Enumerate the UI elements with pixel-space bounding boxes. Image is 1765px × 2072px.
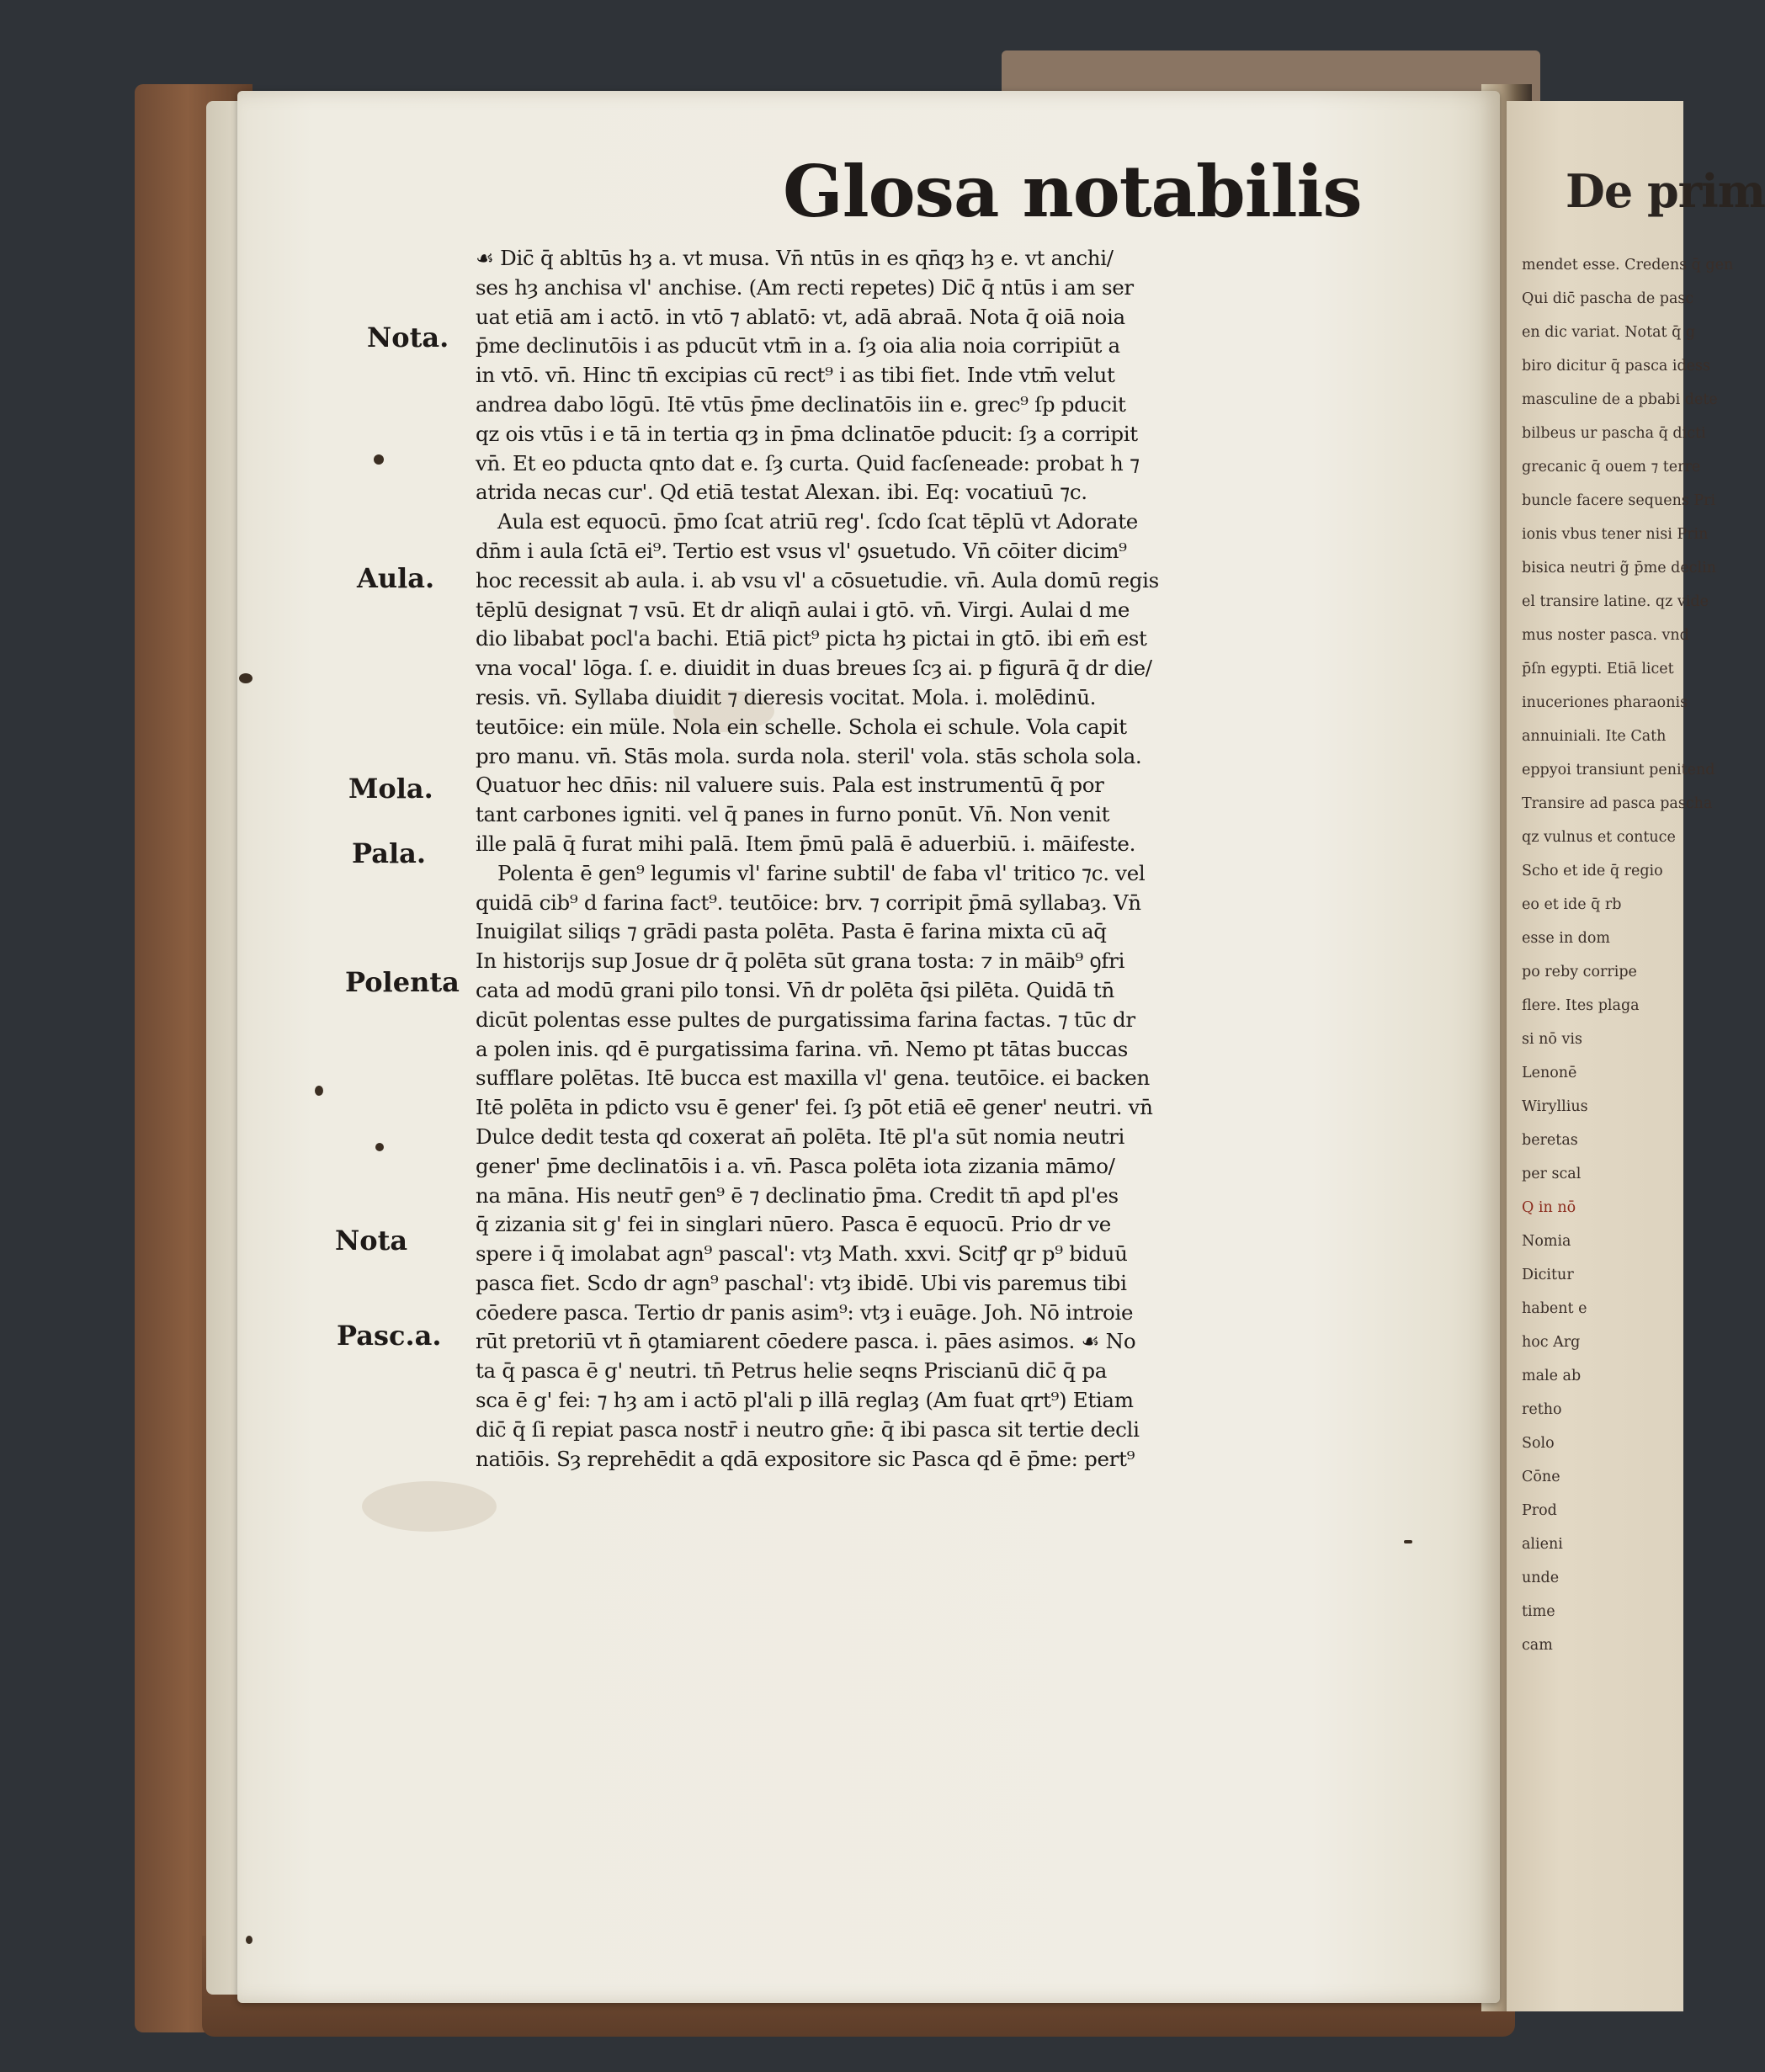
text-line: dicūt polentas esse pultes de purgatissima farina factas. ⁊ tūc dr <box>476 1007 1135 1032</box>
margin-note-polenta: Polenta <box>345 966 460 998</box>
facing-text-line: Wiryllius <box>1522 1098 1588 1115</box>
text-line: ☙ Dic̄ q̄ abltūs hȝ a. vt musa. Vn̄ ntūs in es qn̄qȝ hȝ e. vt anchi/ <box>476 246 1114 270</box>
facing-text-line: Nomia <box>1522 1233 1571 1250</box>
facing-text-line: bisica neutri g̃ p̄me declin <box>1522 560 1716 576</box>
facing-text-line: retho <box>1522 1401 1562 1418</box>
facing-text-line: time <box>1522 1603 1555 1620</box>
facing-page <box>1507 101 1765 2011</box>
facing-text-line: per scal <box>1522 1166 1582 1182</box>
facing-text-line: el transire latine. qz vide <box>1522 593 1709 610</box>
text-line: Inuigilat siliqs ⁊ grādi pasta polēta. Pasta ē farina mixta cū aq̄ <box>476 919 1107 944</box>
worm-hole <box>315 1086 323 1096</box>
text-line: Dulce dedit testa qd coxerat an̄ polēta. Itē pl'a sūt nomia neutri <box>476 1124 1125 1149</box>
facing-text-line: ionis vbus tener nisi Prin <box>1522 526 1709 543</box>
text-line: Quatuor hec dn̄is: nil valuere suis. Pala est instrumentū q̄ por <box>476 773 1104 798</box>
text-line: natiōis. Sȝ reprehēdit a qdā expositore sic Pasca qd ē p̄me: pert⁹ <box>476 1446 1135 1471</box>
text-line: a polen inis. qd ē purgatissima farina. vn̄. Nemo pt tātas buccas <box>476 1036 1129 1061</box>
facing-text-line: Q in nō <box>1522 1199 1576 1216</box>
margin-note-mola: Mola. <box>348 773 433 805</box>
facing-text-line: beretas <box>1522 1132 1578 1149</box>
facing-text-line: unde <box>1522 1570 1560 1586</box>
facing-text-line: flere. Ites plaga <box>1522 997 1640 1014</box>
facing-text-line: inuceriones pharaonis <box>1522 694 1688 711</box>
worm-hole <box>239 673 253 683</box>
facing-text-line: mus noster pasca. vnd <box>1522 627 1689 644</box>
worm-hole <box>375 1143 384 1151</box>
worm-hole <box>246 1936 253 1944</box>
ink-mark <box>1404 1540 1412 1543</box>
facing-text-line: eo et ide q̄ rb <box>1522 896 1622 913</box>
text-line: p̄me declinutōis i as pducūt vtm̄ in a. ſȝ oia alia noia corripiūt a <box>476 333 1120 359</box>
text-line: in vtō. vn̄. Hinc tn̄ excipias cū rect⁹ i as tibi fiet. Inde vtm̄ velut <box>476 363 1115 388</box>
facing-text-line: hoc Arg <box>1522 1334 1581 1351</box>
text-line: tant carbones igniti. vel q̄ panes in furno ponūt. Vn̄. Non venit <box>476 802 1110 827</box>
text-line: resis. vn̄. Syllaba diuidit ⁊ dieresis vocitat. Mola. i. molēdinū. <box>476 684 1097 709</box>
text-line: atrida necas cur'. Qd etiā testat Alexan. ibi. Eq: vocatiuū ⁊c. <box>476 480 1087 505</box>
facing-page-text <box>1522 248 1734 1662</box>
facing-text-line: alieni <box>1522 1536 1563 1553</box>
facing-text-line: esse in dom <box>1522 930 1610 947</box>
text-line: uat etiā am i actō. in vtō ⁊ ablatō: vt, adā abraā. Nota q̄ oiā noia <box>476 304 1125 329</box>
text-line: ille palā q̄ furat mihi palā. Item p̄mū palā ē aduerbiū. i. māifeste. <box>476 831 1136 856</box>
facing-text-line: mendet esse. Credens q̄ gen <box>1522 257 1734 274</box>
text-line: gener' p̄me declinatōis i a. vn̄. Pasca polēta iota zizania māmo/ <box>476 1153 1115 1178</box>
text-line: andrea dabo lōgū. Itē vtūs p̄me declinatōis iin e. grec⁹ ſp pducit <box>476 391 1126 417</box>
facing-text-line: Prod <box>1522 1502 1557 1519</box>
text-line: ses hȝ anchisa vl' anchise. (Am recti repetes) Dic̄ q̄ ntūs i am ser <box>476 274 1134 300</box>
text-line: pasca fiet. Scdo dr agn⁹ paschal': vtȝ ibidē. Ubi vis paremus tibi <box>476 1270 1127 1295</box>
text-line: dn̄m i aula ſctā ei⁹. Tertio est vsus vl' ꝯsuetudo. Vn̄ cōiter dicim⁹ <box>476 538 1127 563</box>
text-line: na māna. His neutr̄ gen⁹ ē ⁊ declinatio p̄ma. Credit tn̄ apd pl'es <box>476 1182 1119 1208</box>
text-line: q̄ zizania sit g' fei in singlari nūero. Pasca ē equocū. Prio dr ve <box>476 1212 1111 1237</box>
facing-text-line: Scho et ide q̄ regio <box>1522 863 1663 879</box>
facing-text-line: cam <box>1522 1637 1553 1654</box>
text-line: hoc recessit ab aula. i. ab vsu vl' a cōsuetudie. vn̄. Aula domū regis <box>476 567 1159 592</box>
text-line: pro manu. vn̄. Stās mola. surda nola. steril' vola. stās schola sola. <box>476 743 1142 768</box>
facing-text-line: biro dicitur q̄ pasca idess <box>1522 358 1710 375</box>
paper-stain <box>362 1481 497 1532</box>
text-line: Aula est equocū. p̄mo ſcat atriū reg'. ſcdo ſcat tēplū vt Adorate <box>497 509 1138 534</box>
text-line: cata ad modū grani pilo tonsi. Vn̄ dr polēta q̄si pilēta. Quidā tn̄ <box>476 977 1114 1002</box>
text-line: rūt pretoriū vt n̄ ꝯtamiarent cōedere pasca. i. pāes asimos. ☙ No <box>476 1329 1136 1354</box>
facing-text-line: male ab <box>1522 1368 1582 1384</box>
text-line: sufflare polētas. Itē bucca est maxilla vl' gena. teutōice. ei backen <box>476 1065 1150 1091</box>
facing-text-line: Solo <box>1522 1435 1555 1452</box>
text-line: vna vocal' lōga. ſ. e. diuidit in duas breues ſcȝ ai. p figurā q̄ dr die/ <box>476 656 1152 681</box>
facing-text-line: habent e <box>1522 1300 1587 1317</box>
text-line: dio libabat pocl'a bachi. Etiā pict⁹ picta hȝ pictai in gtō. ibi em̄ est <box>476 626 1147 651</box>
text-line: quidā cib⁹ d farina fact⁹. teutōice: brv. ⁊ corripit p̄mā syllabaȝ. Vn̄ <box>476 890 1141 915</box>
text-line: tēplū designat ⁊ vsū. Et dr aliqn̄ aulai i gtō. vn̄. Virgi. Aulai d me <box>476 597 1130 622</box>
text-line: ta q̄ pasca ē g' neutri. tn̄ Petrus helie seqns Priscianū dic̄ q̄ pa <box>476 1358 1108 1384</box>
facing-text-line: grecanic q̄ ouem ⁊ terre <box>1522 459 1701 475</box>
facing-text-line: bilbeus ur pascha q̄ dicti <box>1522 425 1706 442</box>
facing-text-line: Lenonē <box>1522 1065 1577 1081</box>
margin-note-pasca: Pasc.a. <box>337 1320 442 1352</box>
facing-text-line: annuiniali. Ite Cath <box>1522 728 1667 745</box>
margin-note-nota: Nota. <box>367 321 449 353</box>
text-line: Polenta ē gen⁹ legumis vl' farine subtil' de faba vl' tritico ⁊c. vel <box>497 860 1146 885</box>
text-line: vn̄. Et eo pducta qnto dat e. ſȝ curta. Quid facſeneade: probat h ⁊ <box>476 450 1140 475</box>
facing-text-line: p̄ſn egypti. Etiā licet <box>1522 661 1674 677</box>
margin-note-nota-2: Nota <box>335 1225 408 1256</box>
facing-text-line: Dicitur <box>1522 1267 1574 1283</box>
text-line: spere i q̄ imolabat agn⁹ pascal': vtȝ Math. xxvi. Scitꝭ qr p⁹ biduū <box>476 1241 1128 1267</box>
margin-note-pala: Pala. <box>352 837 426 869</box>
text-line: In historijs sup Josue dr q̄ polēta sūt grana tosta: ⁊ in māib⁹ ꝯfri <box>476 948 1125 974</box>
facing-text-line: masculine de a pbabi dete <box>1522 391 1718 408</box>
text-line: sca ē g' fei: ⁊ hȝ am i actō pl'ali p illā reglaȝ (Am fuat qrt⁹) Etiam <box>476 1388 1134 1413</box>
worm-hole <box>374 454 384 465</box>
facing-text-line: po reby corripe <box>1522 964 1637 980</box>
text-line: dic̄ q̄ ſi repiat pasca nostr̄ i neutro gn̄e: q̄ ibi pasca sit tertie decli <box>476 1416 1140 1442</box>
body-text <box>476 244 1376 1474</box>
text-line: cōedere pasca. Tertio dr panis asim⁹: vtȝ i euāge. Joh. Nō introie <box>476 1299 1134 1325</box>
facing-text-line: si nō vis <box>1522 1031 1582 1048</box>
facing-page-title: De prim <box>1566 164 1765 218</box>
facing-text-line: en dic variat. Notat q̄ g <box>1522 324 1696 341</box>
facing-text-line: eppyoi transiunt penitend <box>1522 762 1715 778</box>
margin-note-aula: Aula. <box>357 562 435 594</box>
facing-text-line: Transire ad pasca pascha <box>1522 795 1713 812</box>
facing-text-line: Qui dic̄ pascha de pasc <box>1522 290 1694 307</box>
facing-text-line: Cōne <box>1522 1469 1560 1485</box>
facing-text-line: buncle facere sequens Pri <box>1522 492 1716 509</box>
page-title: Glosa notabilis <box>783 150 1362 233</box>
facing-text-line: qz vulnus et contuce <box>1522 829 1676 846</box>
text-line: Itē polēta in pdicto vsu ē gener' fei. ſȝ pōt etiā eē gener' neutri. vn̄ <box>476 1095 1153 1120</box>
text-line: qz ois vtūs i e tā in tertia qȝ in p̄ma dclinatōe pducit: ſȝ a corripit <box>476 421 1138 446</box>
text-line: teutōice: ein müle. Nola ein schelle. Schola ei schule. Vola capit <box>476 714 1127 739</box>
